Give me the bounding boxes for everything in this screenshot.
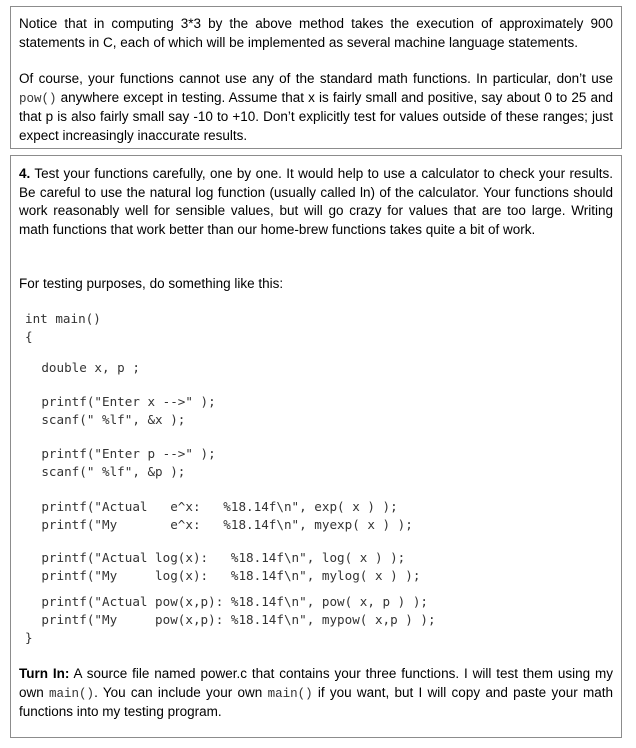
inline-code-main: main(): [49, 686, 95, 701]
code-line: }: [25, 630, 33, 645]
testing-box: [10, 155, 622, 738]
paragraph-turn-in: [19, 665, 613, 722]
code-line: int main(): [25, 311, 101, 326]
notes-box: [10, 6, 622, 149]
code-line: printf("My pow(x,p): %18.14f\n", mypow( x,p ) );: [11, 612, 436, 627]
turn-in-text-b: . You can include your own: [94, 684, 268, 700]
paragraph-restrictions: [19, 70, 613, 145]
code-line: printf("Enter p -->" );: [11, 446, 216, 461]
code-line: {: [25, 329, 33, 344]
paragraph-step-4: [19, 165, 613, 239]
code-line: printf("My log(x): %18.14f\n", mylog( x ) );: [11, 568, 421, 583]
code-line: printf("Actual log(x): %18.14f\n", log( x ) );: [11, 550, 406, 565]
paragraph-complexity-note: Notice that in computing 3*3 by the above method takes the execution of approximately 900 statements in C, each of which will be implemented as several machine language statements.: [19, 16, 613, 50]
turn-in-label: Turn In:: [19, 666, 70, 681]
turn-in-text-c: if you want, but I will copy and paste your math functions into my testing program.: [19, 684, 613, 720]
code-line: double x, p ;: [11, 360, 140, 375]
code-line: printf("My e^x: %18.14f\n", myexp( x ) );: [11, 517, 413, 532]
code-line: printf("Actual e^x: %18.14f\n", exp( x ) );: [11, 499, 398, 514]
testing-intro: For testing purposes, do something like this:: [19, 276, 284, 291]
code-line: printf("Actual pow(x,p): %18.14f\n", pow( x, p ) );: [11, 594, 429, 609]
restrictions-text-b: anywhere except in testing. Assume that x is fairly small and positive, say about 0 to 25 and that p is also fairly small say -10 to +10. Don’t explicitly test for values outside of these ranges; just expect increasingly inaccurate results.: [19, 89, 613, 143]
inline-code-main: main(): [267, 686, 313, 701]
step-text: Test your functions carefully, one by one. It would help to use a calculator to check your results. Be careful to use the natural log function (usually called ln) of the calculator. Your functions should work reasonably well for sensible values, but will go crazy for values that are too large. Writing math functions that work better than our home-brew functions takes quite a bit of work.: [19, 166, 613, 237]
code-line: scanf(" %lf", &p );: [11, 464, 186, 479]
inline-code-pow: pow(): [19, 91, 57, 106]
turn-in-text-a: A source file named power.c that contains your three functions. I will test them using my own: [19, 666, 614, 700]
code-line: scanf(" %lf", &x );: [11, 412, 186, 427]
restrictions-text-a: Of course, your functions cannot use any of the standard math functions. In particular, don’t use: [19, 71, 613, 86]
step-number: 4.: [19, 166, 31, 181]
code-line: printf("Enter x -->" );: [11, 394, 216, 409]
